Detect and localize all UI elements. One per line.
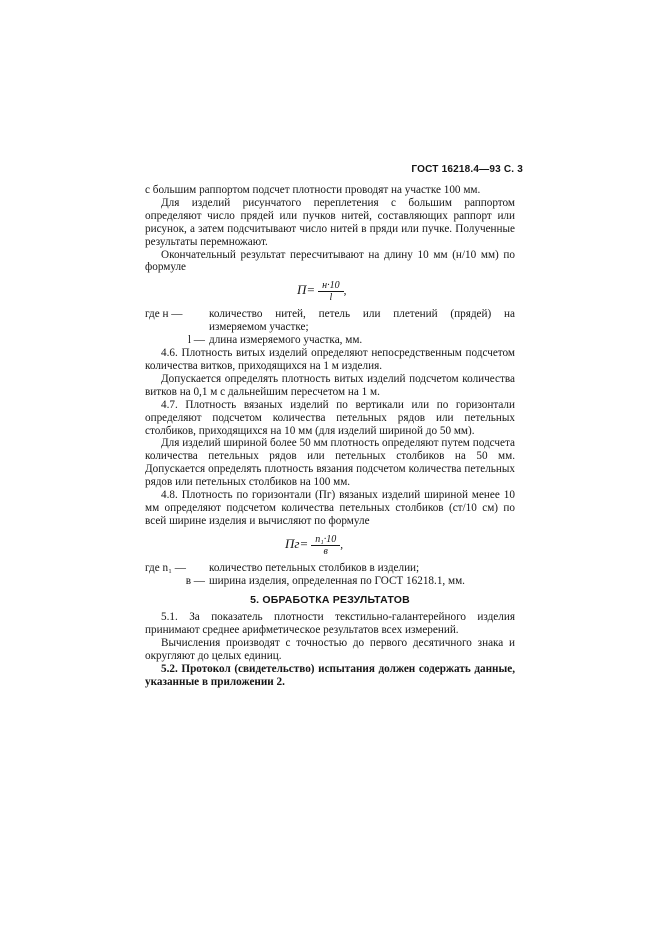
formula-horizontal-density (145, 534, 515, 557)
paragraph-final-result: Окончательный результат пересчитывают на длину 10 мм (н/10 мм) по формуле (145, 248, 515, 274)
paragraph-4-6-note: Допускается определять плотность витых изделий подсчетом количества витков на 0,1 м с дальнейшим пересчетом на 1 м. (145, 372, 515, 398)
definition-symbol: где н — (145, 308, 183, 321)
paragraph-5-1-rounding: Вычисления производят с точностью до первого десятичного знака и округляют до целых единиц. (145, 637, 515, 663)
paragraph-5-2: 5.2. Протокол (свидетельство) испытания должен содержать данные, указанные в приложении 2. (145, 663, 515, 688)
document-body (145, 184, 515, 689)
page-header: ГОСТ 16218.4—93 С. 3 (411, 164, 523, 175)
formula-density (145, 280, 515, 303)
definition-symbol: где n₁ — (145, 561, 186, 574)
definition-text: количество нитей, петель или плетений (прядей) на измеряемом участке; (209, 308, 515, 334)
paragraph-4-7: 4.7. Плотность вязаных изделий по вертикали или по горизонтали определяют подсчетом количества петельных рядов или петельных столбиков, приходящихся на 10 мм (для изделий шириной до 50 мм). (145, 398, 515, 437)
formula-horizontal-denominator: в (323, 545, 328, 557)
definition-item (145, 334, 515, 347)
definition-item (145, 308, 515, 334)
formula-density-tail: , (343, 285, 347, 298)
paragraph-4-7-note: Для изделий шириной более 50 мм плотность определяют путем подсчета количества петельных рядов или петельных столбиков на 50 мм. Допускается определять плотность вязания подсчетом количества петельных рядов или петельных столбиков на 100 мм. (145, 437, 515, 489)
definition-text: ширина изделия, определенная по ГОСТ 16218.1, мм. (209, 574, 465, 587)
formula-density-definitions (145, 308, 515, 347)
formula-density-fraction (318, 280, 343, 303)
formula-horizontal-definitions (145, 562, 515, 588)
formula-horizontal-lhs: Пг= (285, 535, 309, 551)
formula-horizontal-fraction (311, 534, 340, 557)
formula-density-denominator: l (329, 292, 333, 304)
section-heading: 5. ОБРАБОТКА РЕЗУЛЬТАТОВ (250, 593, 410, 606)
definition-item (145, 562, 515, 575)
paragraph-rapport: с большим раппортом подсчет плотности проводят на участке 100 мм. (145, 184, 481, 196)
paragraph-4-6: 4.6. Плотность витых изделий определяют непосредственным подсчетом количества витков, приходящихся на 1 м изделия. (145, 347, 515, 372)
formula-horizontal-tail: , (340, 538, 344, 551)
paragraph-5-1: 5.1. За показатель плотности текстильно-галантерейного изделия принимают среднее арифметическое результатов всех измерений. (145, 611, 515, 637)
definition-text: длина измеряемого участка, мм. (209, 334, 363, 347)
definition-item (145, 575, 515, 588)
definition-text: количество петельных столбиков в изделии; (209, 561, 420, 574)
paragraph-pattern-weave: Для изделий рисунчатого переплетения с большим раппортом определяют число прядей или пучков нитей, составляющих раппорт или рисунок, а затем подсчитывают число нитей в пряди или пучке. Полученные результаты перемножают. (145, 196, 515, 248)
definition-symbol: в — (185, 574, 205, 587)
formula-density-lhs: П= (297, 282, 316, 298)
definition-symbol: l — (187, 334, 205, 347)
formula-density-numerator: н·10 (318, 280, 343, 292)
paragraph-4-8: 4.8. Плотность по горизонтали (Пг) вязаных изделий шириной менее 10 мм определяют подсчетом количества петельных столбиков (ст/10 см) по всей ширине изделия и вычисляют по формуле (145, 489, 515, 527)
formula-horizontal-numerator: n₁·10 (311, 534, 340, 546)
